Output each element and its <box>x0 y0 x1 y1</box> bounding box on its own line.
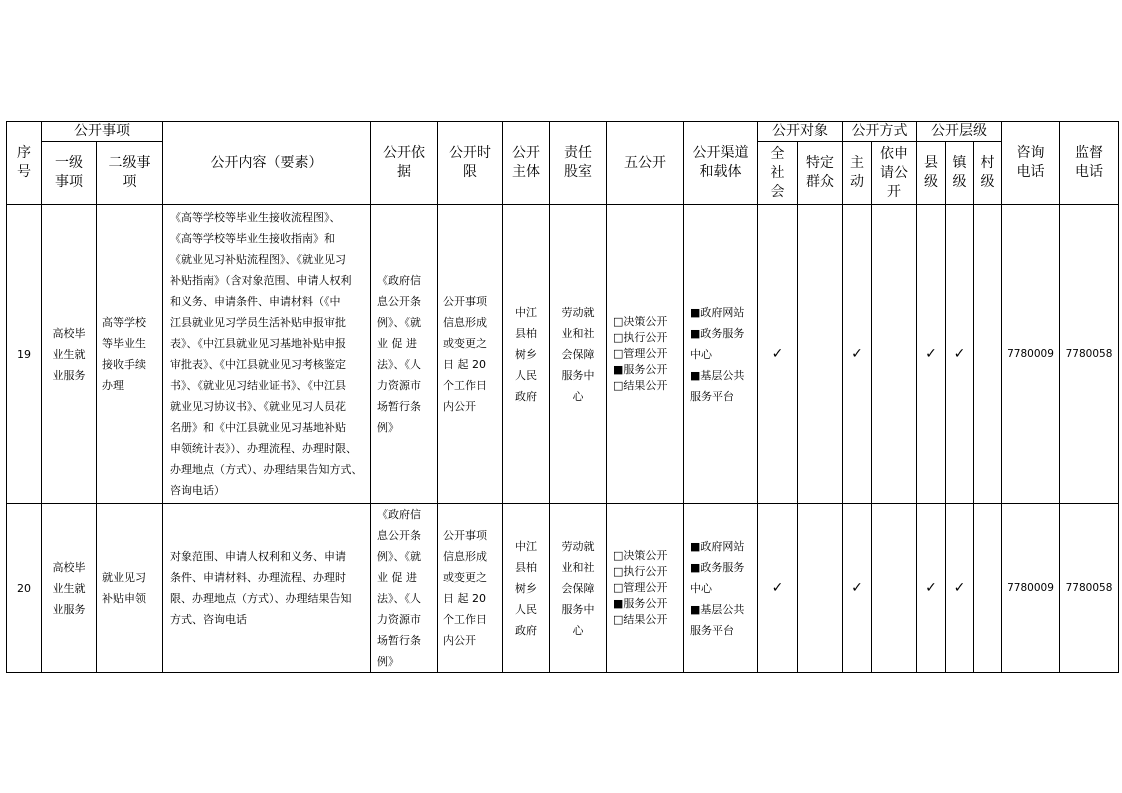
cell-on-request <box>872 504 917 673</box>
header-content: 公开内容（要素） <box>163 122 371 205</box>
header-subject: 公开 主体 <box>503 122 550 205</box>
check-mark-icon: ✓ <box>953 345 966 362</box>
header-specific-group: 特定 群众 <box>798 142 843 205</box>
cell-channel: ■政府网站 ■政务服务 中心 ■基层公共 服务平台 <box>684 205 758 504</box>
cell-subject: 中江 县柏 树乡 人民 政府 <box>503 205 550 504</box>
cell-specific-group <box>798 205 843 504</box>
cell-basis: 《政府信 息公开条 例》、《就 业 促 进 法》、《人 力资源市 场暂行条 例》 <box>371 504 438 673</box>
header-level1: 一级 事项 <box>42 142 97 205</box>
header-county: 县 级 <box>917 142 946 205</box>
cell-level2: 就业见习 补贴申领 <box>97 504 163 673</box>
table-header <box>7 122 1119 205</box>
cell-level2: 高等学校 等毕业生 接收手续 办理 <box>97 205 163 504</box>
table-row <box>7 205 1119 504</box>
header-office: 责任 股室 <box>550 122 607 205</box>
header-on-request: 依申 请公 开 <box>872 142 917 205</box>
header-basis: 公开依 据 <box>371 122 438 205</box>
header-target-group: 公开对象 <box>758 122 843 142</box>
cell-level1: 高校毕 业生就 业服务 <box>42 504 97 673</box>
header-village: 村 级 <box>974 142 1002 205</box>
header-level-group: 公开层级 <box>917 122 1002 142</box>
cell-whole-society <box>758 504 798 673</box>
cell-town <box>946 504 974 673</box>
cell-village <box>974 205 1002 504</box>
check-mark-icon: ✓ <box>851 345 863 362</box>
table-body <box>7 205 1119 673</box>
header-supervise-phone: 监督 电话 <box>1060 122 1119 205</box>
header-time-limit: 公开时 限 <box>438 122 503 205</box>
cell-seq: 19 <box>7 205 42 504</box>
cell-whole-society <box>758 205 798 504</box>
check-mark-icon: ✓ <box>771 579 784 596</box>
cell-seq: 20 <box>7 504 42 673</box>
table-row <box>7 504 1119 673</box>
header-seq: 序 号 <box>7 122 42 205</box>
cell-office: 劳动就 业和社 会保障 服务中 心 <box>550 504 607 673</box>
cell-specific-group <box>798 504 843 673</box>
check-mark-icon: ✓ <box>771 345 784 362</box>
cell-channel: ■政府网站 ■政务服务 中心 ■基层公共 服务平台 <box>684 504 758 673</box>
check-mark-icon: ✓ <box>925 345 937 362</box>
cell-county <box>917 205 946 504</box>
cell-time-limit: 公开事项 信息形成 或变更之 日 起 20 个工作日 内公开 <box>438 504 503 673</box>
cell-town <box>946 205 974 504</box>
cell-on-request <box>872 205 917 504</box>
cell-time-limit: 公开事项 信息形成 或变更之 日 起 20 个工作日 内公开 <box>438 205 503 504</box>
header-items-group: 公开事项 <box>42 122 163 142</box>
cell-village <box>974 504 1002 673</box>
cell-content: 对象范围、申请人权利和义务、申请 条件、申请材料、办理流程、办理时 限、办理地点（方式）、办理结果告知 方式、咨询电话 <box>163 504 371 673</box>
header-active: 主 动 <box>843 142 872 205</box>
cell-consult-phone: 7780009 <box>1002 504 1060 673</box>
cell-five-public: □决策公开 □执行公开 □管理公开 ■服务公开 □结果公开 <box>607 504 684 673</box>
header-town: 镇 级 <box>946 142 974 205</box>
cell-active <box>843 504 872 673</box>
cell-five-public: □决策公开 □执行公开 □管理公开 ■服务公开 □结果公开 <box>607 205 684 504</box>
cell-consult-phone: 7780009 <box>1002 205 1060 504</box>
cell-supervise-phone: 7780058 <box>1060 504 1119 673</box>
cell-subject: 中江 县柏 树乡 人民 政府 <box>503 504 550 673</box>
disclosure-table <box>6 121 1119 673</box>
cell-basis: 《政府信 息公开条 例》、《就 业 促 进 法》、《人 力资源市 场暂行条 例》 <box>371 205 438 504</box>
header-five-public: 五公开 <box>607 122 684 205</box>
cell-county <box>917 504 946 673</box>
cell-level1: 高校毕 业生就 业服务 <box>42 205 97 504</box>
header-level2: 二级事 项 <box>97 142 163 205</box>
check-mark-icon: ✓ <box>851 579 863 596</box>
cell-office: 劳动就 业和社 会保障 服务中 心 <box>550 205 607 504</box>
header-whole-society: 全 社 会 <box>758 142 798 205</box>
check-mark-icon: ✓ <box>953 579 966 596</box>
cell-active <box>843 205 872 504</box>
check-mark-icon: ✓ <box>925 579 937 596</box>
header-channel: 公开渠道 和载体 <box>684 122 758 205</box>
header-consult-phone: 咨询 电话 <box>1002 122 1060 205</box>
cell-content: 《高等学校等毕业生接收流程图》、 《高等学校等毕业生接收指南》和 《就业见习补贴流程图》、《就业见习 补贴指南》（含对象范围、申请人权利 和义务、申请条件、申请材料（《中 江县就业见习学员生活补贴申报审批 表》、《中江县就业见习基地补贴申报 审批表》、《中江县就业见习考核鉴定 书》、《就业见习结业证书》、《中江县 就业见习协议书》、《就业见习人员花 名册》和《中江县就业见习基地补贴 申领统计表》）、办理流程、办理时限、 办理地点（方式）、办理结果告知方式、 咨询电话） <box>163 205 371 504</box>
cell-supervise-phone: 7780058 <box>1060 205 1119 504</box>
header-method-group: 公开方式 <box>843 122 917 142</box>
